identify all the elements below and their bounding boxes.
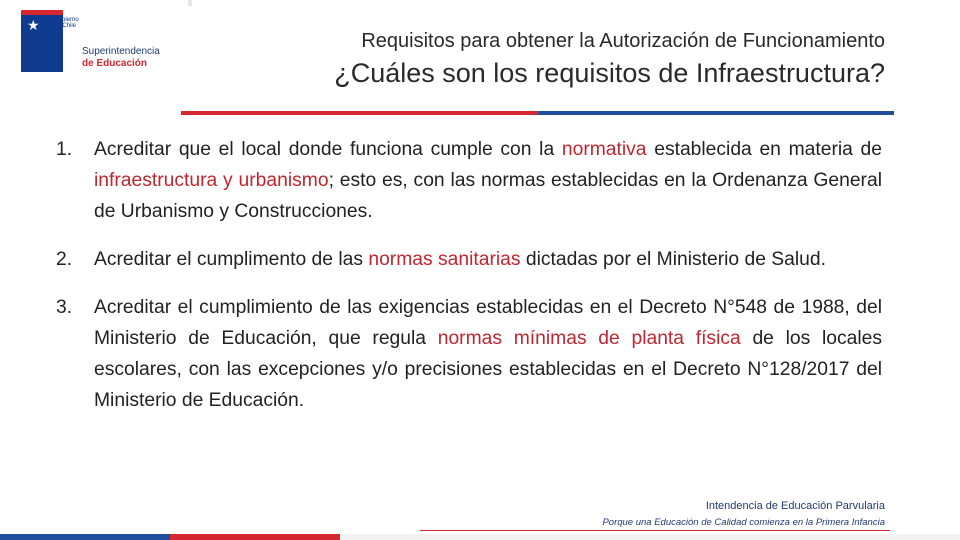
- requirements-list: [56, 134, 882, 433]
- highlighted-term: normas mínimas de planta física: [437, 328, 741, 349]
- footer-title: Intendencia de Educación Parvularia: [705, 500, 885, 512]
- bottom-strip-gray: [340, 534, 960, 540]
- text-segment: de los locales escolares, con las excepciones y/o precisiones establecidas en el Decreto N°128/2017 del Ministerio de Educación.: [94, 328, 883, 411]
- star-icon: ★: [27, 17, 40, 33]
- footer-tagline: Porque una Educación de Calidad comienza en la Primera Infancia: [602, 517, 885, 528]
- title-underline-blue: [538, 111, 895, 115]
- agency-name-line1: Superintendencia: [82, 46, 160, 57]
- highlighted-term: infraestructura y urbanismo: [94, 170, 329, 191]
- agency-name-line2: de Educación: [82, 58, 148, 69]
- bottom-color-strip: [0, 534, 960, 540]
- flag-red-stripe: [21, 10, 63, 15]
- list-item-number: 3.: [56, 297, 73, 318]
- list-item-text: [94, 292, 882, 416]
- list-item: [56, 134, 882, 227]
- government-logo: [21, 10, 79, 72]
- bottom-strip-red: [170, 534, 340, 540]
- title-underline: [181, 111, 894, 115]
- text-segment: dictadas por el Ministerio de Salud.: [520, 249, 826, 270]
- page-subtitle: Requisitos para obtener la Autorización de Funcionamiento: [361, 30, 885, 52]
- text-segment: ; esto es, con las normas establecidas en la Ordenanza General de Urbanismo y Construcciones.: [94, 170, 882, 222]
- agency-name: [82, 46, 160, 70]
- list-item: [56, 292, 882, 416]
- bottom-strip-blue: [0, 534, 170, 540]
- list-item: [56, 244, 882, 275]
- text-segment: establecida en materia de: [646, 139, 882, 160]
- text-segment: Acreditar el cumplimiento de las exigencias establecidas en el Decreto N°548 de 1988, del Ministerio de Educación, que regula: [94, 297, 882, 349]
- logo-gob-text: Gobierno de Chile: [54, 17, 79, 29]
- highlighted-term: normas sanitarias: [368, 249, 521, 270]
- text-segment: Acreditar que el local donde funciona cumple con la: [94, 139, 562, 160]
- list-item-number: 2.: [56, 249, 73, 270]
- footer-divider: [420, 530, 890, 531]
- title-underline-red: [181, 111, 538, 115]
- text-segment: Acreditar el cumplimento de las: [94, 249, 369, 270]
- highlighted-term: normativa: [561, 139, 647, 160]
- page-title: ¿Cuáles son los requisitos de Infraestructura?: [334, 58, 885, 88]
- top-accent: [188, 0, 192, 6]
- list-item-text: [94, 244, 882, 275]
- list-item-text: [94, 134, 882, 227]
- list-item-number: 1.: [56, 139, 73, 160]
